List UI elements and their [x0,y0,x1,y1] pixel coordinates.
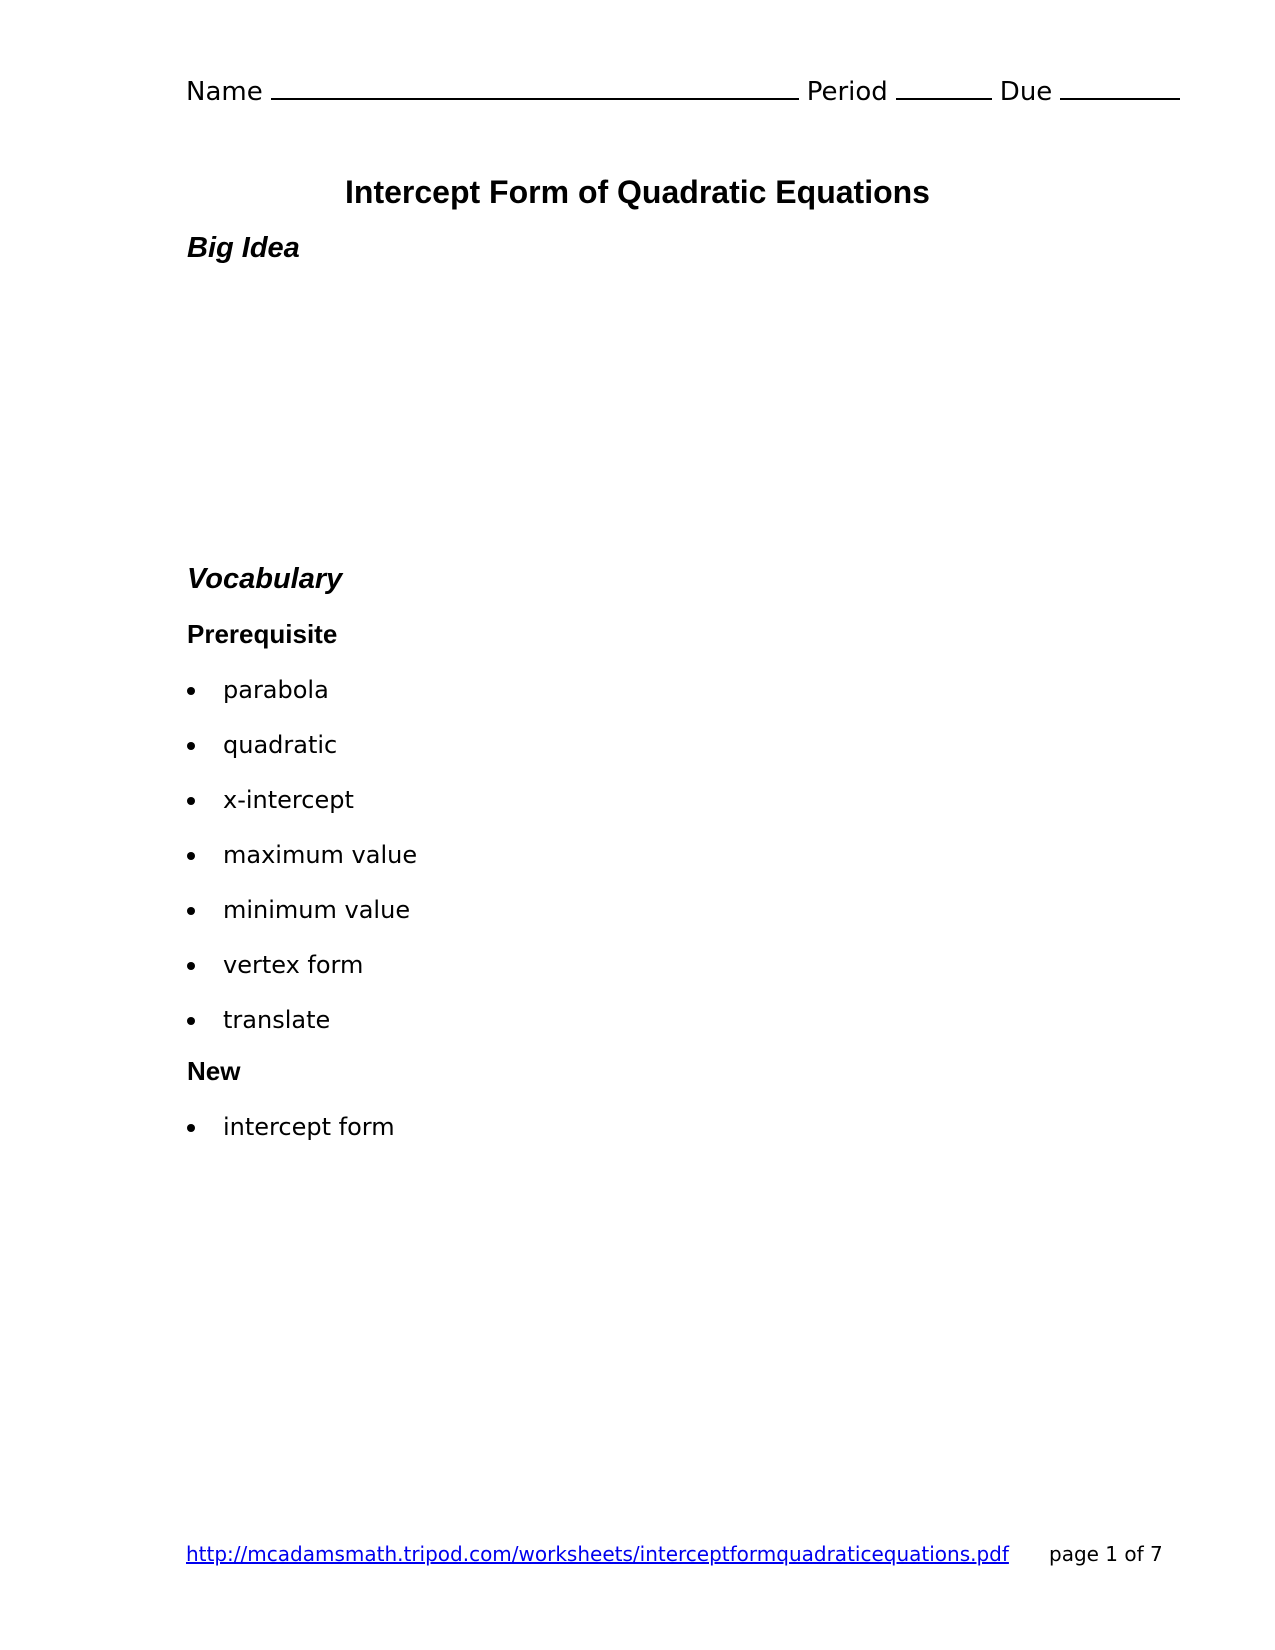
bullet-icon [187,962,195,970]
new-heading: New [187,1056,241,1086]
source-url-link[interactable]: http://mcadamsmath.tripod.com/worksheets/interceptformquadraticequations.pdf [186,1542,1009,1566]
bullet-icon [187,907,195,915]
due-label: Due [999,77,1053,107]
page-number: page 1 of 7 [1049,1542,1163,1566]
page-title: Intercept Form of Quadratic Equations [345,174,930,210]
bullet-icon [187,742,195,750]
due-blank[interactable] [1060,72,1180,100]
bullet-icon [187,1124,195,1132]
bullet-icon [187,797,195,805]
big-idea-heading: Big Idea [187,232,300,264]
name-blank[interactable] [271,72,799,100]
bullet-icon [187,852,195,860]
bullet-icon [187,1017,195,1025]
header-fields [186,72,1180,110]
period-blank[interactable] [896,72,992,100]
name-label: Name [186,77,263,107]
bullet-icon [187,687,195,695]
prerequisite-heading: Prerequisite [187,619,338,649]
period-label: Period [806,77,888,107]
vocabulary-heading: Vocabulary [187,563,343,595]
